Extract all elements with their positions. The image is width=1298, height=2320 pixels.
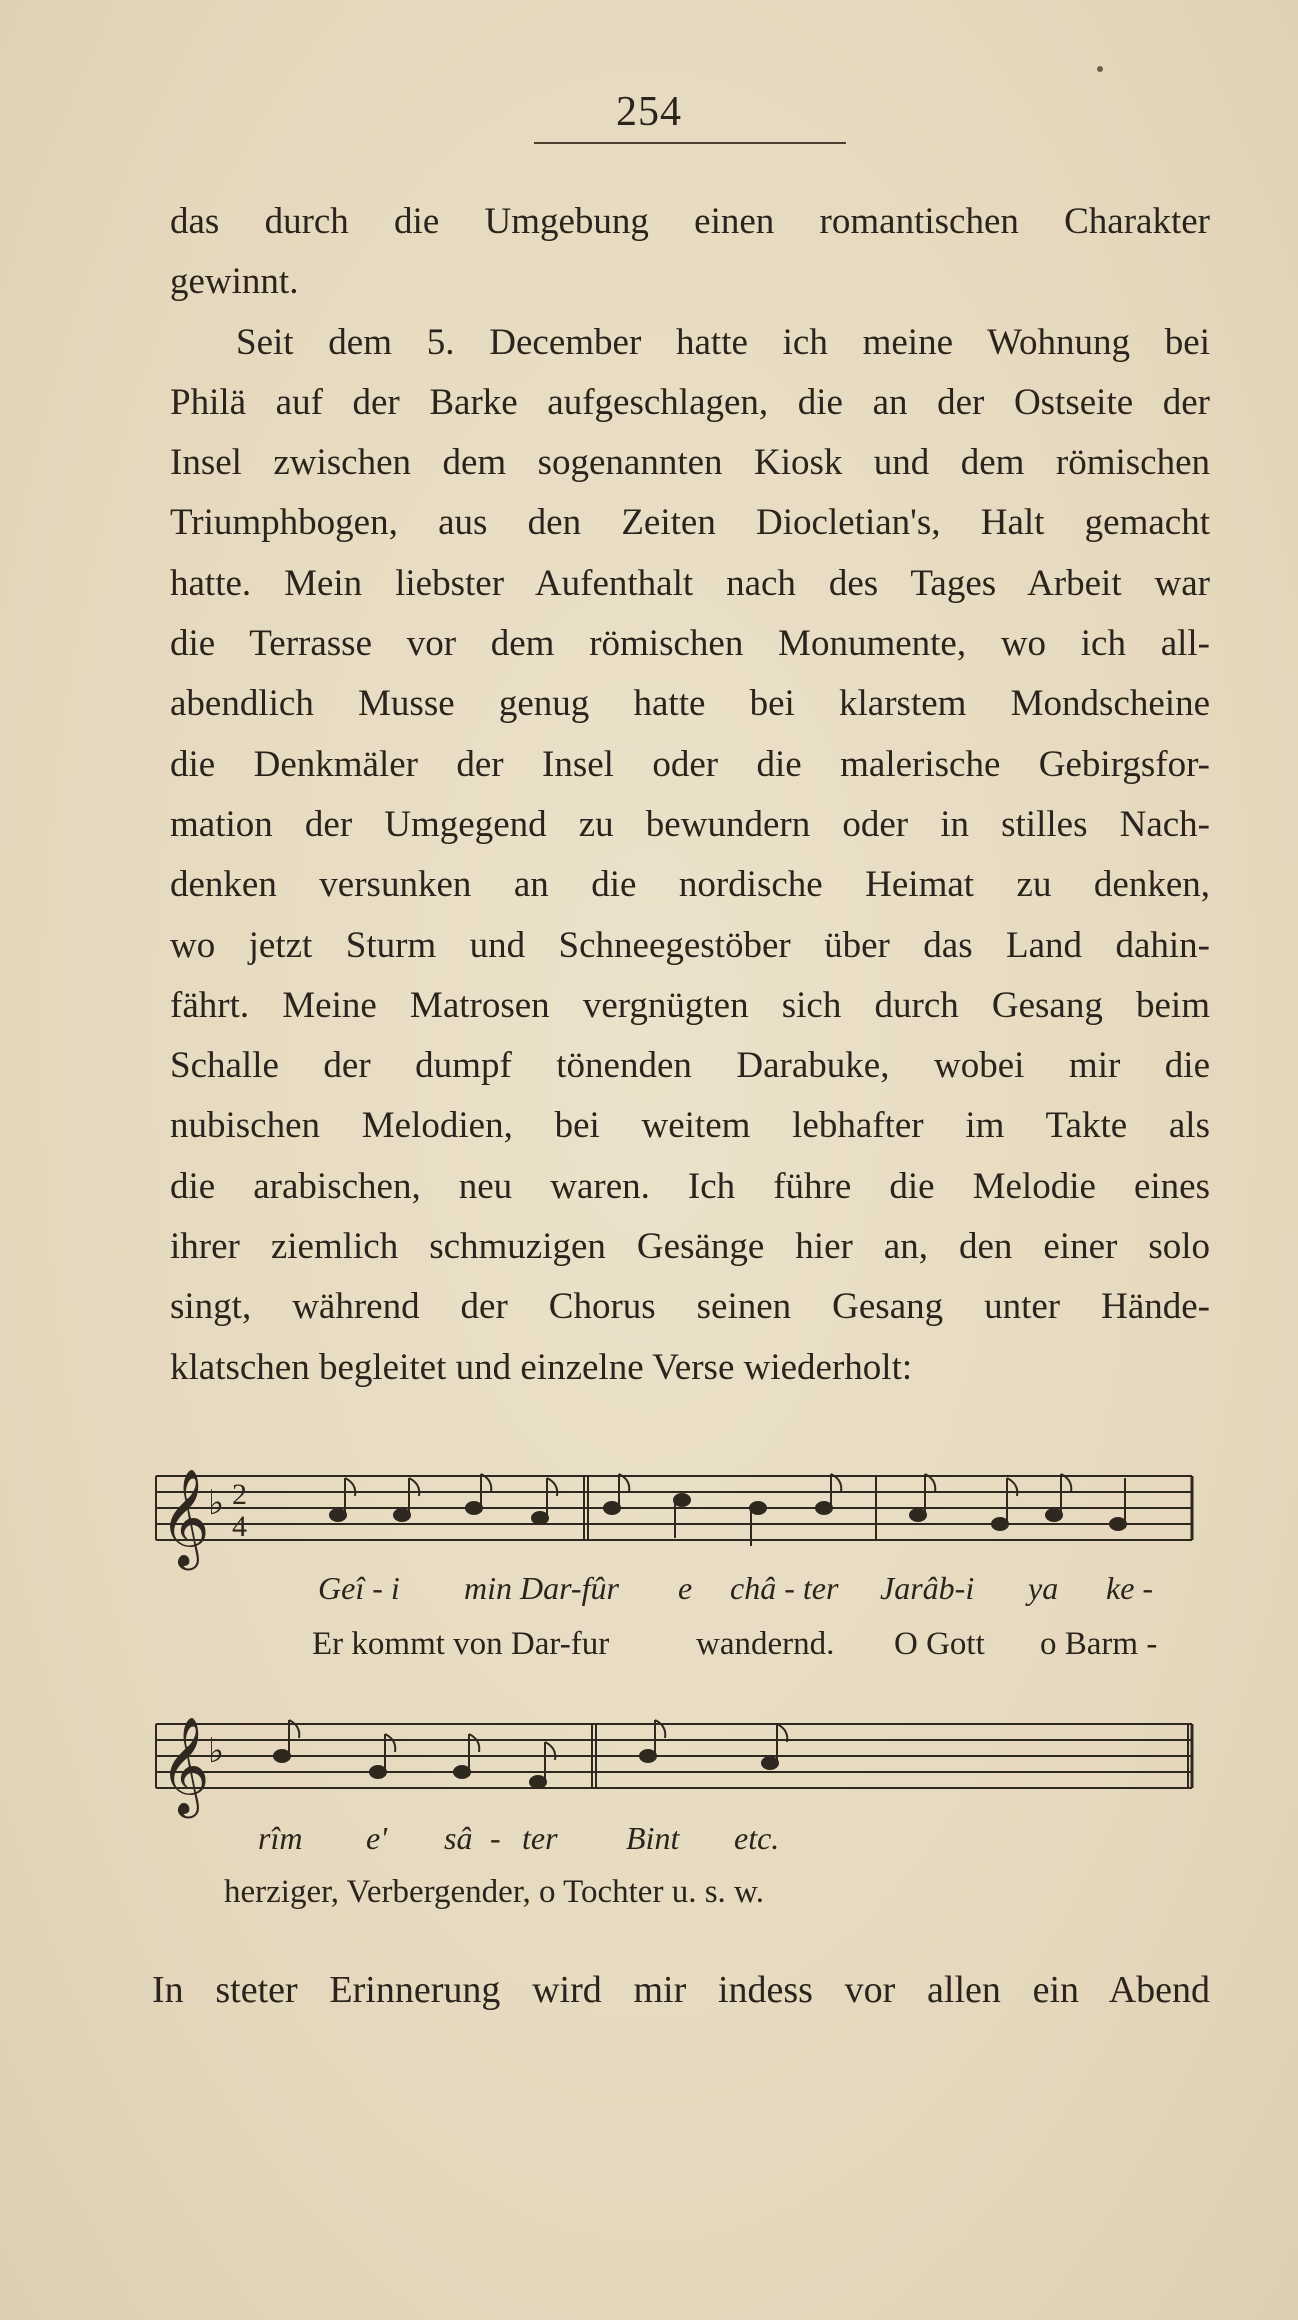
lyric-syllable: rîm: [258, 1820, 303, 1856]
text-line: singt, während der Chorus seinen Gesang unter Hände-: [170, 1286, 1210, 1328]
text-line: Philä auf der Barke aufgeschlagen, die an der Ostseite der: [170, 381, 1210, 423]
translation-fragment: Er kommt von Dar-fur: [312, 1626, 610, 1662]
text-line: gewinnt.: [170, 261, 299, 303]
translation-fragment: O Gott: [894, 1626, 985, 1662]
lyric-syllable: ke -: [1106, 1570, 1154, 1606]
text-line: wo jetzt Sturm und Schneegestöber über das Land dahin-: [170, 924, 1210, 966]
lyrics-system-1: [318, 1570, 1198, 1610]
text-line: ihrer ziemlich schmuzigen Gesänge hier an, den einer solo: [170, 1226, 1210, 1268]
translation-fragment: wandernd.: [696, 1626, 835, 1662]
translation-system-1: [312, 1626, 1202, 1666]
lyric-syllable: Geî - i: [318, 1570, 400, 1606]
page-number: 254: [616, 89, 682, 135]
text-line: die Denkmäler der Insel oder die malerische Gebirgsfor-: [170, 743, 1210, 785]
flat-sign: ♭: [208, 1731, 225, 1771]
text-line: hatte. Mein liebster Aufenthalt nach des Tages Arbeit war: [170, 562, 1210, 604]
lyric-syllable: e': [366, 1820, 388, 1856]
flat-sign: ♭: [208, 1483, 225, 1523]
text-line: Schalle der dumpf tönenden Darabuke, wobei mir die: [170, 1045, 1210, 1087]
text-line: abendlich Musse genug hatte bei klarstem Mondscheine: [170, 683, 1210, 725]
body-paragraph: [170, 192, 1210, 1398]
treble-clef: 𝄞: [160, 1468, 210, 1566]
lyric-syllable: châ - ter: [730, 1570, 839, 1606]
continuation-line: In steter Erinnerung wird mir indess vor allen ein Abend: [152, 1969, 1210, 2011]
text-line: die arabischen, neu waren. Ich führe die Melodie eines: [170, 1165, 1210, 1207]
music-staff-2: [152, 1690, 1202, 1840]
text-line: nubischen Melodien, bei weitem lebhafter im Takte als: [170, 1105, 1210, 1147]
lyric-syllable: sâ: [444, 1820, 473, 1856]
lyric-syllable: e: [678, 1570, 693, 1606]
lyric-syllable: -: [490, 1820, 501, 1856]
text-line: Triumphbogen, aus den Zeiten Diocletian's, Halt gemacht: [170, 502, 1210, 544]
lyric-syllable: ya: [1028, 1570, 1059, 1606]
time-signature-bottom: 4: [232, 1510, 247, 1543]
text-line: denken versunken an die nordische Heimat zu denken,: [170, 864, 1210, 906]
lyric-syllable: Jarâb-i: [880, 1570, 975, 1606]
ink-speck: [1097, 66, 1103, 72]
translation-system-2: herziger, Verbergender, o Tochter u. s. w.: [224, 1874, 764, 1910]
text-line: das durch die Umgebung einen romantischen Charakter: [170, 201, 1210, 242]
lyrics-system-2: [258, 1820, 858, 1860]
text-line: die Terrasse vor dem römischen Monumente, wo ich all-: [170, 623, 1210, 665]
lyric-syllable: etc.: [734, 1820, 780, 1856]
text-line: klatschen begleitet und einzelne Verse wiederholt:: [170, 1346, 913, 1388]
header-rule: [534, 142, 846, 144]
lyric-syllable: ter: [522, 1820, 558, 1856]
text-line: fährt. Meine Matrosen vergnügten sich durch Gesang beim: [170, 984, 1210, 1026]
lyric-syllable: min Dar-fûr: [464, 1570, 619, 1606]
translation-fragment: o Barm -: [1040, 1626, 1158, 1662]
time-signature-top: 2: [232, 1478, 247, 1511]
text-line: Insel zwischen dem sogenannten Kiosk und dem römischen: [170, 442, 1210, 484]
text-line: mation der Umgegend zu bewundern oder in stilles Nach-: [170, 803, 1210, 845]
text-line: Seit dem 5. December hatte ich meine Wohnung bei: [236, 321, 1210, 363]
lyric-syllable: Bint: [626, 1820, 680, 1856]
treble-clef: 𝄞: [160, 1716, 210, 1814]
